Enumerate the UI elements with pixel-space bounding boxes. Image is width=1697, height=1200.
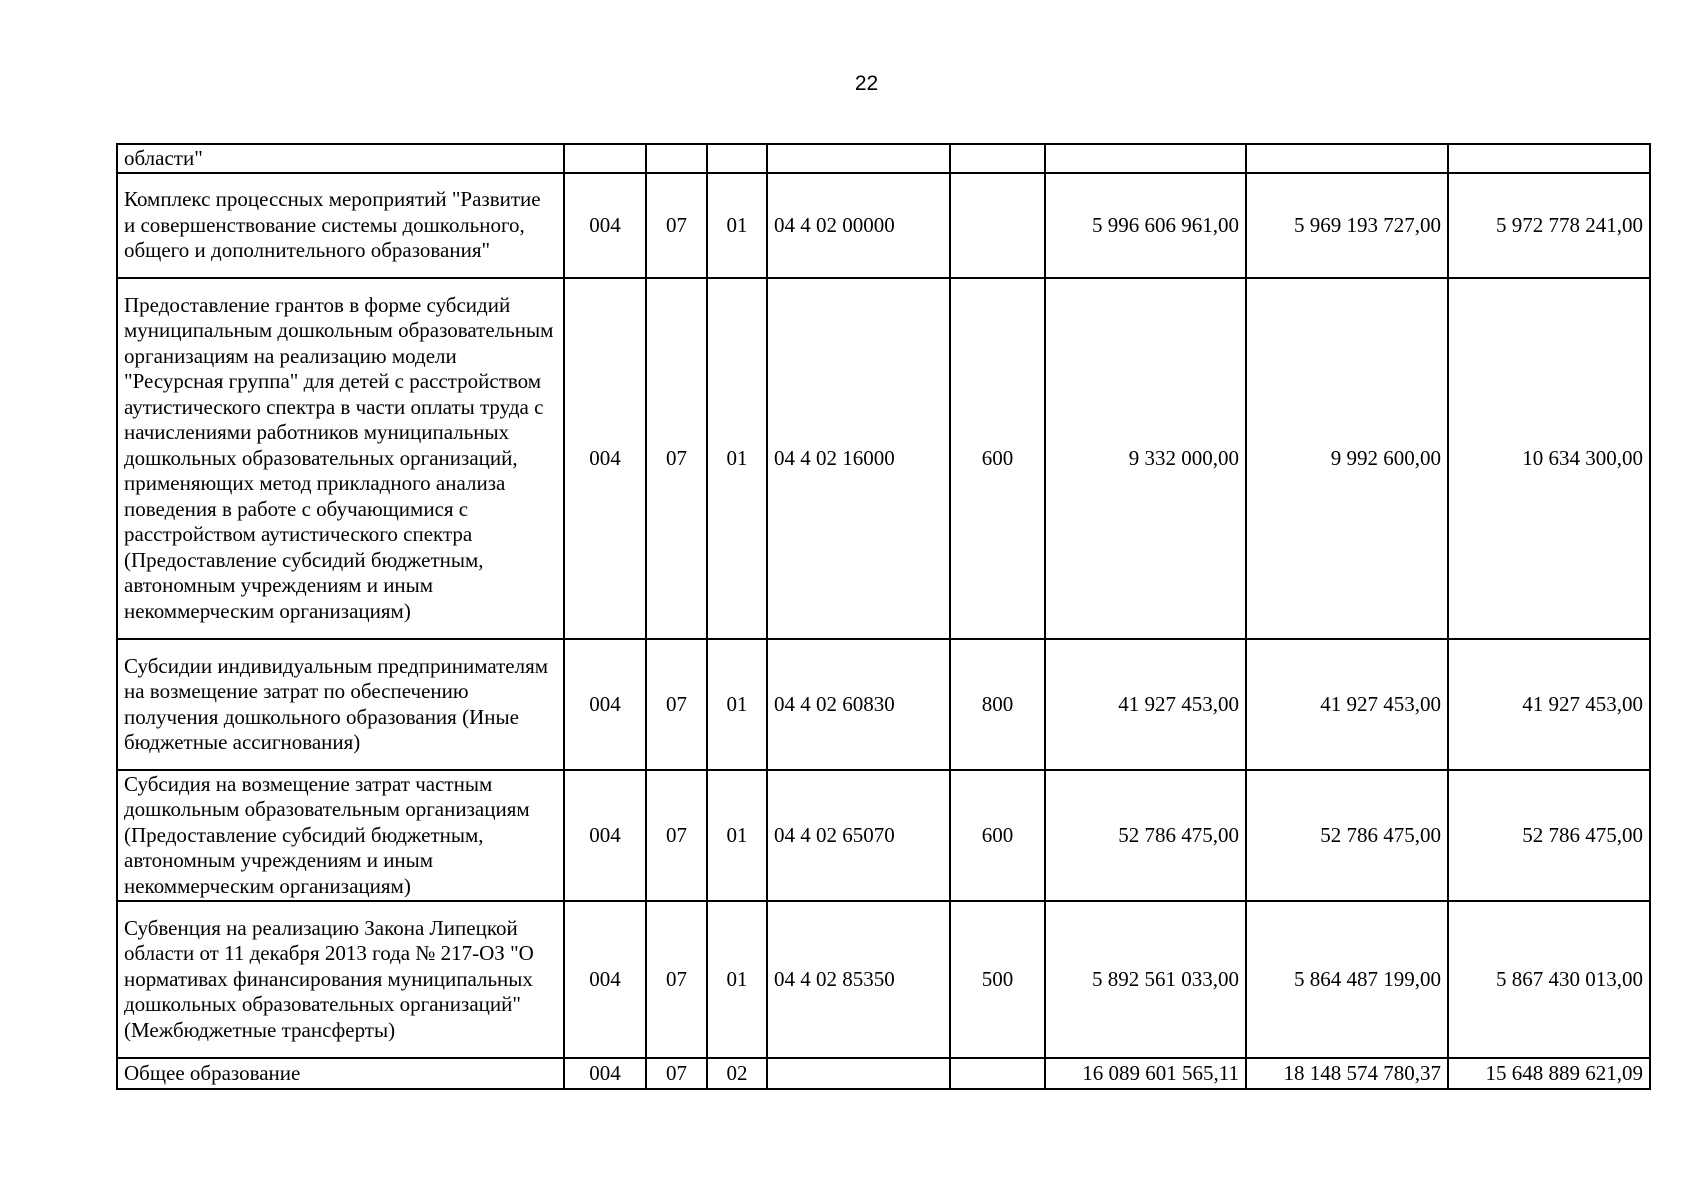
pr-cell: 01 <box>707 901 767 1058</box>
amount-year2-cell <box>1246 144 1448 173</box>
rz-cell: 07 <box>646 1058 707 1089</box>
rz-cell <box>646 144 707 173</box>
rz-cell: 07 <box>646 278 707 639</box>
amount-year2-cell: 52 786 475,00 <box>1246 770 1448 901</box>
vr-cell: 800 <box>950 639 1045 770</box>
row-name-cell: Предоставление грантов в форме субсидий муниципальным дошкольным образовательным организациям на реализацию модели "Ресурсная группа" для детей с расстройством аутистического спектра в части оплаты труда с начислениями работников муниципальных дошкольных образовательных организаций, применяющих метод прикладного анализа поведения в работе с обучающимися с расстройством аутистического спектра (Предоставление субсидий бюджетным, автономным учреждениям и иным некоммерческим организациям) <box>117 278 564 639</box>
row-name-cell: области" <box>117 144 564 173</box>
csr-cell <box>767 1058 950 1089</box>
amount-year2-cell: 9 992 600,00 <box>1246 278 1448 639</box>
table-row <box>117 901 1650 1058</box>
vr-cell: 600 <box>950 770 1045 901</box>
csr-cell: 04 4 02 00000 <box>767 173 950 278</box>
csr-cell: 04 4 02 65070 <box>767 770 950 901</box>
csr-cell: 04 4 02 60830 <box>767 639 950 770</box>
amount-year1-cell: 9 332 000,00 <box>1045 278 1246 639</box>
table-row <box>117 278 1650 639</box>
vr-cell <box>950 173 1045 278</box>
row-name-cell: Субсидии индивидуальным предпринимателям на возмещение затрат по обеспечению получения дошкольного образования (Иные бюджетные ассигнования) <box>117 639 564 770</box>
csr-cell: 04 4 02 85350 <box>767 901 950 1058</box>
amount-year2-cell: 18 148 574 780,37 <box>1246 1058 1448 1089</box>
row-name-cell: Субсидия на возмещение затрат частным дошкольным образовательным организациям (Предоставление субсидий бюджетным, автономным учреждениям и иным некоммерческим организациям) <box>117 770 564 901</box>
csr-cell: 04 4 02 16000 <box>767 278 950 639</box>
rz-cell: 07 <box>646 901 707 1058</box>
page-number: 22 <box>854 72 879 95</box>
table-row <box>117 1058 1650 1089</box>
vr-cell: 500 <box>950 901 1045 1058</box>
amount-year3-cell: 15 648 889 621,09 <box>1448 1058 1650 1089</box>
pr-cell: 01 <box>707 278 767 639</box>
rz-cell: 07 <box>646 173 707 278</box>
amount-year3-cell: 5 867 430 013,00 <box>1448 901 1650 1058</box>
amount-year1-cell: 41 927 453,00 <box>1045 639 1246 770</box>
amount-year3-cell: 10 634 300,00 <box>1448 278 1650 639</box>
vr-cell <box>950 1058 1045 1089</box>
csr-cell <box>767 144 950 173</box>
row-name-cell: Субвенция на реализацию Закона Липецкой области от 11 декабря 2013 года № 217-ОЗ "О нормативах финансирования муниципальных дошкольных образовательных организаций" (Межбюджетные трансферты) <box>117 901 564 1058</box>
amount-year2-cell: 5 969 193 727,00 <box>1246 173 1448 278</box>
vr-cell: 600 <box>950 278 1045 639</box>
amount-year3-cell: 52 786 475,00 <box>1448 770 1650 901</box>
amount-year1-cell: 5 996 606 961,00 <box>1045 173 1246 278</box>
amount-year3-cell: 5 972 778 241,00 <box>1448 173 1650 278</box>
pr-cell: 01 <box>707 639 767 770</box>
table-row <box>117 173 1650 278</box>
pr-cell <box>707 144 767 173</box>
amount-year2-cell: 41 927 453,00 <box>1246 639 1448 770</box>
ved-cell: 004 <box>564 1058 646 1089</box>
pr-cell: 02 <box>707 1058 767 1089</box>
vr-cell <box>950 144 1045 173</box>
table-row <box>117 770 1650 901</box>
ved-cell <box>564 144 646 173</box>
budget-table <box>116 143 1651 1090</box>
ved-cell: 004 <box>564 639 646 770</box>
pr-cell: 01 <box>707 770 767 901</box>
row-name-cell: Общее образование <box>117 1058 564 1089</box>
row-name-cell: Комплекс процессных мероприятий "Развитие и совершенствование системы дошкольного, общего и дополнительного образования" <box>117 173 564 278</box>
ved-cell: 004 <box>564 901 646 1058</box>
table-row <box>117 639 1650 770</box>
amount-year3-cell: 41 927 453,00 <box>1448 639 1650 770</box>
ved-cell: 004 <box>564 278 646 639</box>
ved-cell: 004 <box>564 173 646 278</box>
amount-year1-cell: 5 892 561 033,00 <box>1045 901 1246 1058</box>
pr-cell: 01 <box>707 173 767 278</box>
amount-year1-cell: 52 786 475,00 <box>1045 770 1246 901</box>
amount-year3-cell <box>1448 144 1650 173</box>
table-row <box>117 144 1650 173</box>
amount-year1-cell <box>1045 144 1246 173</box>
rz-cell: 07 <box>646 639 707 770</box>
rz-cell: 07 <box>646 770 707 901</box>
amount-year1-cell: 16 089 601 565,11 <box>1045 1058 1246 1089</box>
ved-cell: 004 <box>564 770 646 901</box>
amount-year2-cell: 5 864 487 199,00 <box>1246 901 1448 1058</box>
